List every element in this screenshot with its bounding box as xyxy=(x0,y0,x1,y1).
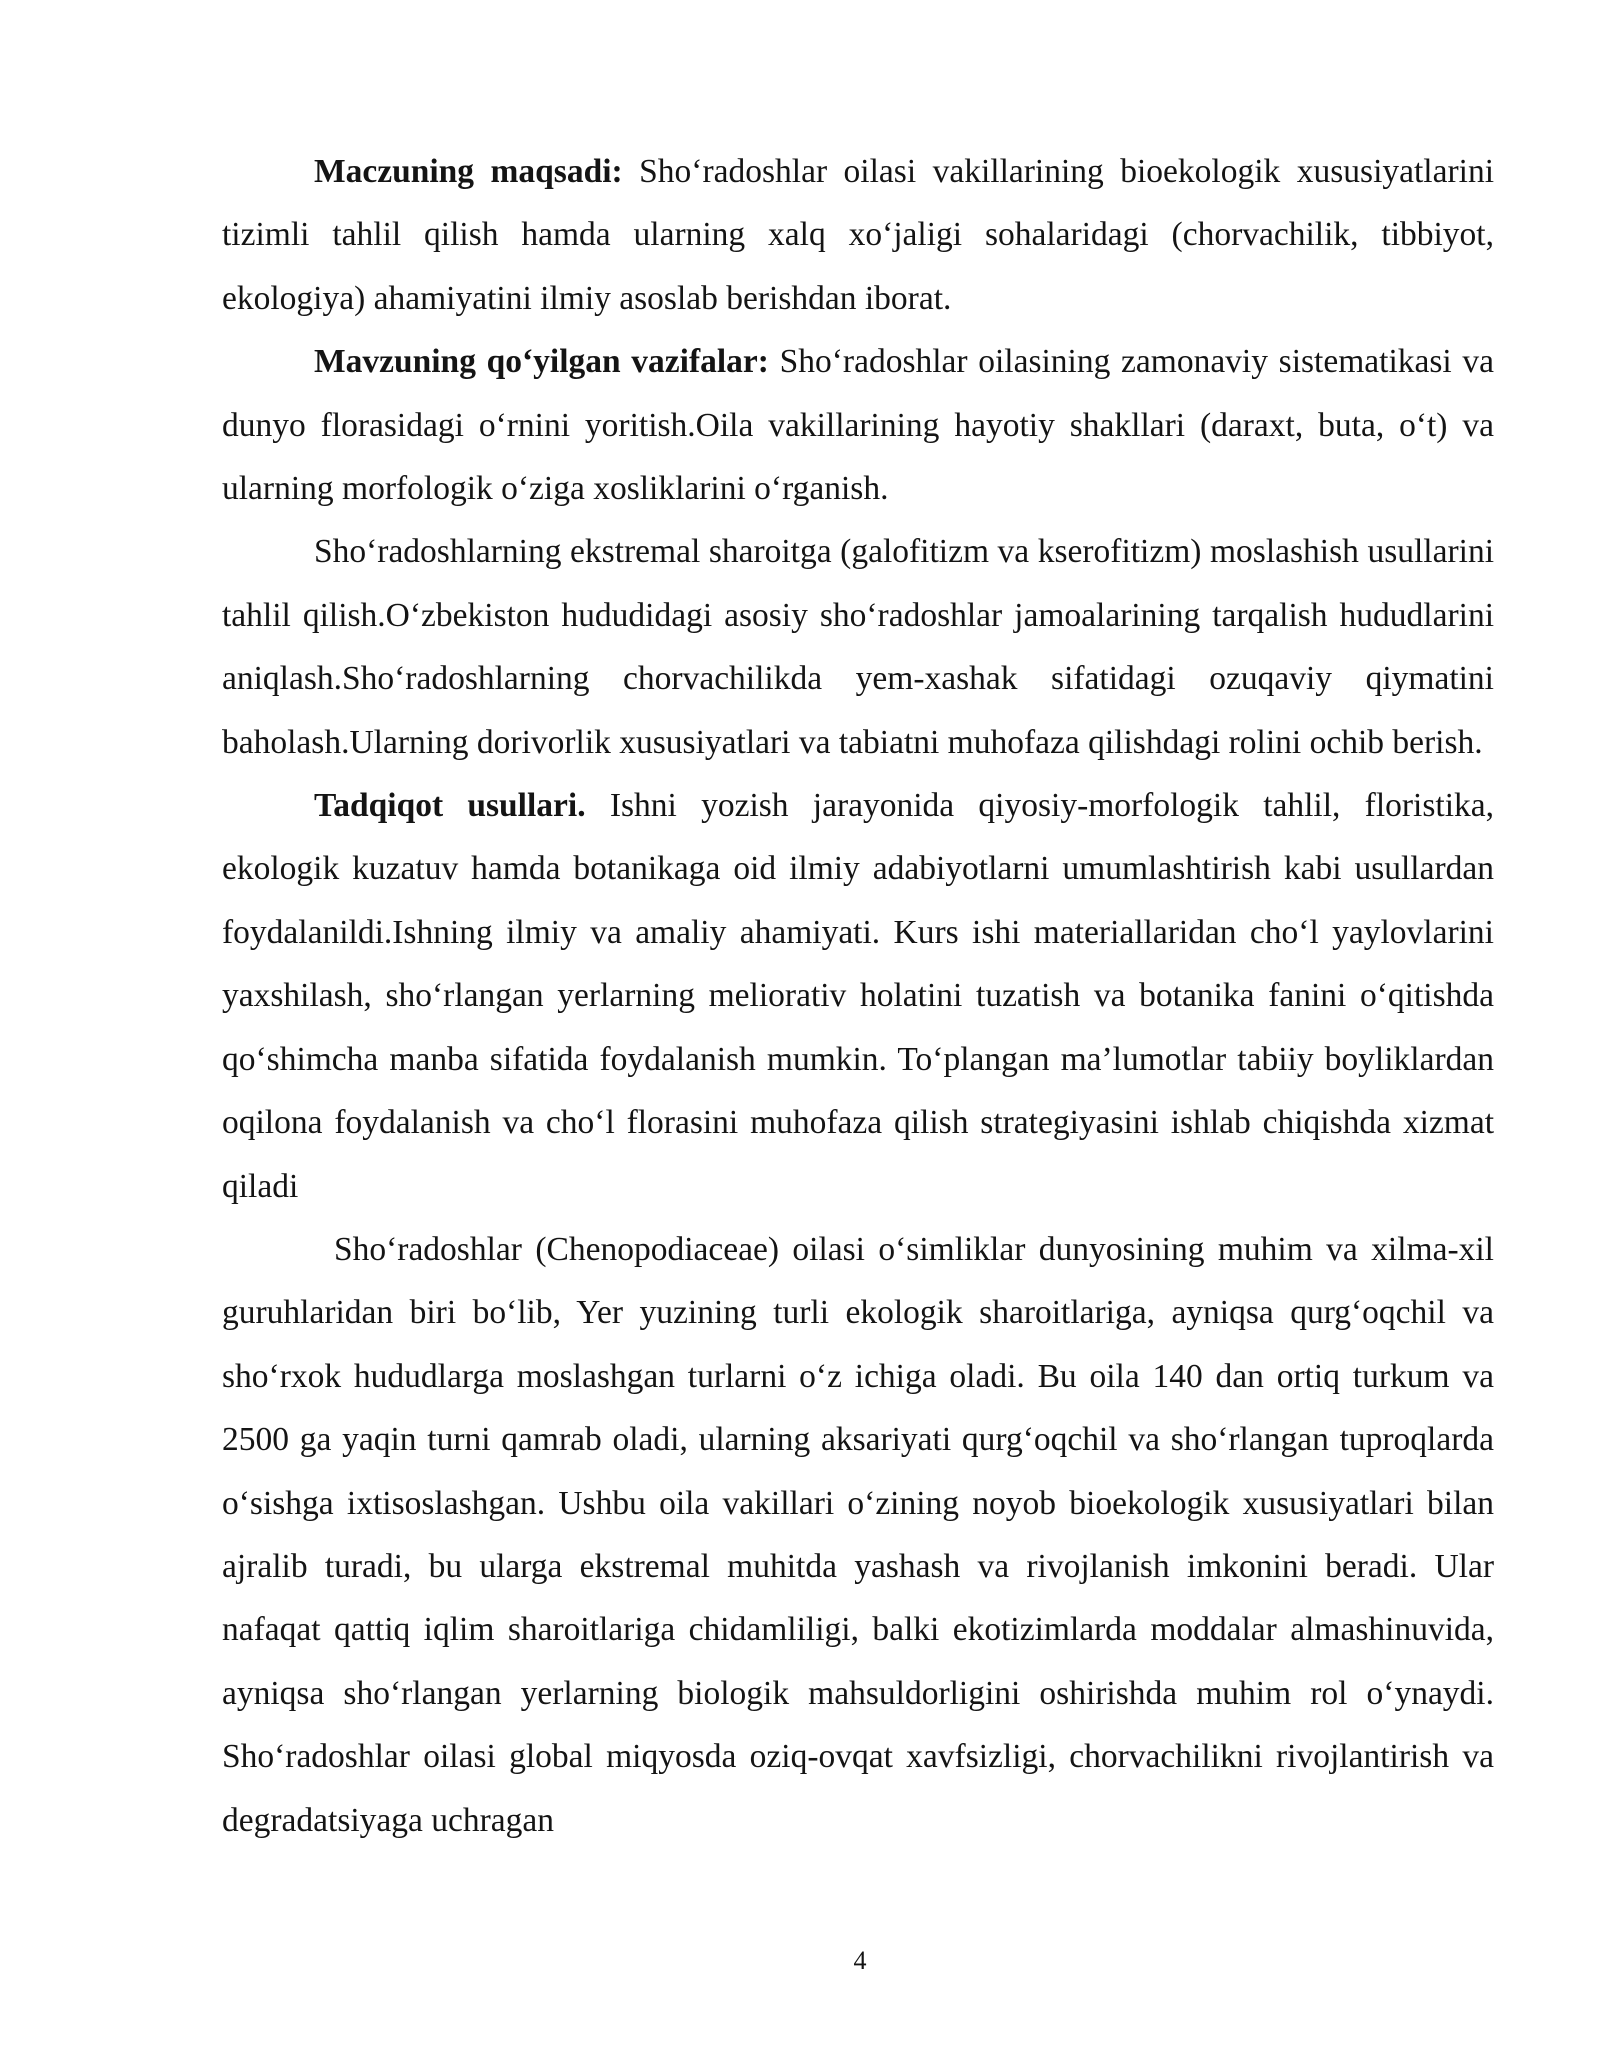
methods-text: Ishni yozish jarayonida qiyosiy-morfologik tahlil, floristika, ekologik kuzatuv hamda botanikaga oid ilmiy adabiyotlarni umumlashtirish kabi usullardan foydalanildi.Ishning ilmiy va amaliy ahamiyati. Kurs ishi materiallaridan cho‘l yaylovlarini yaxshilash, sho‘rlangan yerlarning meliorativ holatini tuzatish va botanika fanini o‘qitishda qo‘shimcha manba sifatida foydalanish mumkin. To‘plangan ma’lumotlar tabiiy boyliklardan oqilona foydalanish va cho‘l florasini muhofaza qilish strategiyasini ishlab chiqishda xizmat qiladi xyxy=(222,787,1494,1205)
goal-text: Sho‘radoshlar oilasi vakillarining bioekologik xususiyatlarini tizimli tahlil qilish hamda ularning xalq xo‘jaligi sohalaridagi (chorvachilik, tibbiyot, ekologiya) ahamiyatini ilmiy asoslab berishdan iborat. xyxy=(222,153,1495,317)
paragraph-goal xyxy=(222,140,1494,330)
adaptation-text: Sho‘radoshlarning ekstremal sharoitga (galofitizm va kserofitizm) moslashish usullarini tahlil qilish.O‘zbekiston hududidagi asosiy sho‘radoshlar jamoalarining tarqalish hududlarini aniqlash.Sho‘radoshlarning chorvachilikda yem-xashak sifatidagi ozuqaviy qiymatini baholash.Ularning dorivorlik xususiyatlari va tabiatni muhofaza qilishdagi rolini ochib berish. xyxy=(222,533,1494,761)
tasks-text: Sho‘radoshlar oilasining zamonaviy sistematikasi va dunyo florasidagi o‘rnini yoritish.Oila vakillarining hayotiy shakllari (daraxt, buta, o‘t) va ularning morfologik o‘ziga xosliklarini o‘rganish. xyxy=(222,343,1495,508)
document-page xyxy=(222,140,1494,1852)
paragraph-family-overview xyxy=(222,1218,1494,1852)
family-overview-text: Sho‘radoshlar (Chenopodiaceae) oilasi o‘simliklar dunyosining muhim va xilma-xil guruhlaridan biri bo‘lib, Yer yuzining turli ekologik sharoitlariga, ayniqsa qurg‘oqchil va sho‘rxok hududlarga moslashgan turlarni o‘z ichiga oladi. Bu oila 140 dan ortiq turkum va 2500 ga yaqin turni qamrab oladi, ularning aksariyati qurg‘oqchil va sho‘rlangan tuproqlarda o‘sishga ixtisoslashgan. Ushbu oila vakillari o‘zining noyob bioekologik xususiyatlari bilan ajralib turadi, bu ularga ekstremal muhitda yashash va rivojlanish imkonini beradi. Ular nafaqat qattiq iqlim sharoitlariga chidamliligi, balki ekotizimlarda moddalar almashinuvida, ayniqsa sho‘rlangan yerlarning biologik mahsuldorligini oshirishda muhim rol o‘ynaydi. Sho‘radoshlar oilasi global miqyosda oziq-ovqat xavfsizligi, chorvachilikni rivojlantirish va degradatsiyaga uchragan xyxy=(222,1230,1494,1839)
tasks-heading: Mavzuning qo‘yilgan vazifalar: xyxy=(314,343,769,381)
goal-heading: Maczuning maqsadi: xyxy=(314,153,623,190)
paragraph-tasks xyxy=(222,330,1494,520)
methods-heading: Tadqiqot usullari. xyxy=(314,787,586,825)
paragraph-methods xyxy=(222,774,1494,1218)
page-number: 4 xyxy=(853,1946,867,1975)
paragraph-adaptation xyxy=(222,520,1494,774)
